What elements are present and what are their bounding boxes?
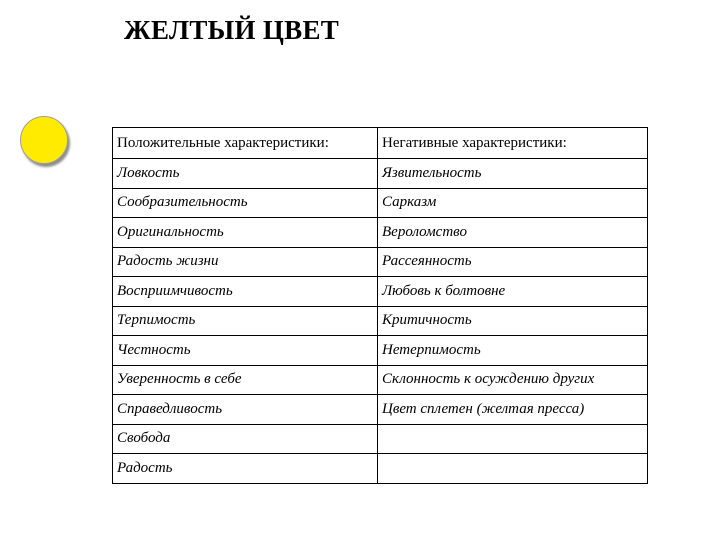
positive-cell: Ловкость: [113, 159, 378, 189]
positive-cell: Справедливость: [113, 395, 378, 425]
negative-cell: [378, 424, 648, 454]
table-row: [113, 218, 648, 248]
negative-cell: Критичность: [378, 306, 648, 336]
table-row: [113, 365, 648, 395]
negative-cell: Любовь к болтовне: [378, 277, 648, 307]
positive-cell: Честность: [113, 336, 378, 366]
table-row: [113, 306, 648, 336]
table-header-row: [113, 128, 648, 159]
table-row: [113, 247, 648, 277]
yellow-circle-icon: [20, 116, 68, 164]
negative-cell: Склонность к осуждению других: [378, 365, 648, 395]
negative-cell: Цвет сплетен (желтая пресса): [378, 395, 648, 425]
table-row: [113, 188, 648, 218]
positive-cell: Радость: [113, 454, 378, 484]
table-row: [113, 336, 648, 366]
traits-table: [112, 127, 648, 484]
table-row: [113, 395, 648, 425]
negative-cell: Рассеянность: [378, 247, 648, 277]
negative-cell: Язвительность: [378, 159, 648, 189]
positive-cell: Радость жизни: [113, 247, 378, 277]
table-row: [113, 454, 648, 484]
positive-cell: Уверенность в себе: [113, 365, 378, 395]
negative-cell: [378, 454, 648, 484]
table-row: [113, 159, 648, 189]
page-title: ЖЕЛТЫЙ ЦВЕТ: [124, 15, 340, 45]
table-row: [113, 424, 648, 454]
positive-cell: Оригинальность: [113, 218, 378, 248]
positive-header: Положительные характеристики:: [113, 128, 378, 159]
negative-cell: Нетерпимость: [378, 336, 648, 366]
positive-cell: Восприимчивость: [113, 277, 378, 307]
negative-cell: Вероломство: [378, 218, 648, 248]
positive-cell: Свобода: [113, 424, 378, 454]
positive-cell: Сообразительность: [113, 188, 378, 218]
table-row: [113, 277, 648, 307]
negative-cell: Сарказм: [378, 188, 648, 218]
positive-cell: Терпимость: [113, 306, 378, 336]
negative-header: Негативные характеристики:: [378, 128, 648, 159]
